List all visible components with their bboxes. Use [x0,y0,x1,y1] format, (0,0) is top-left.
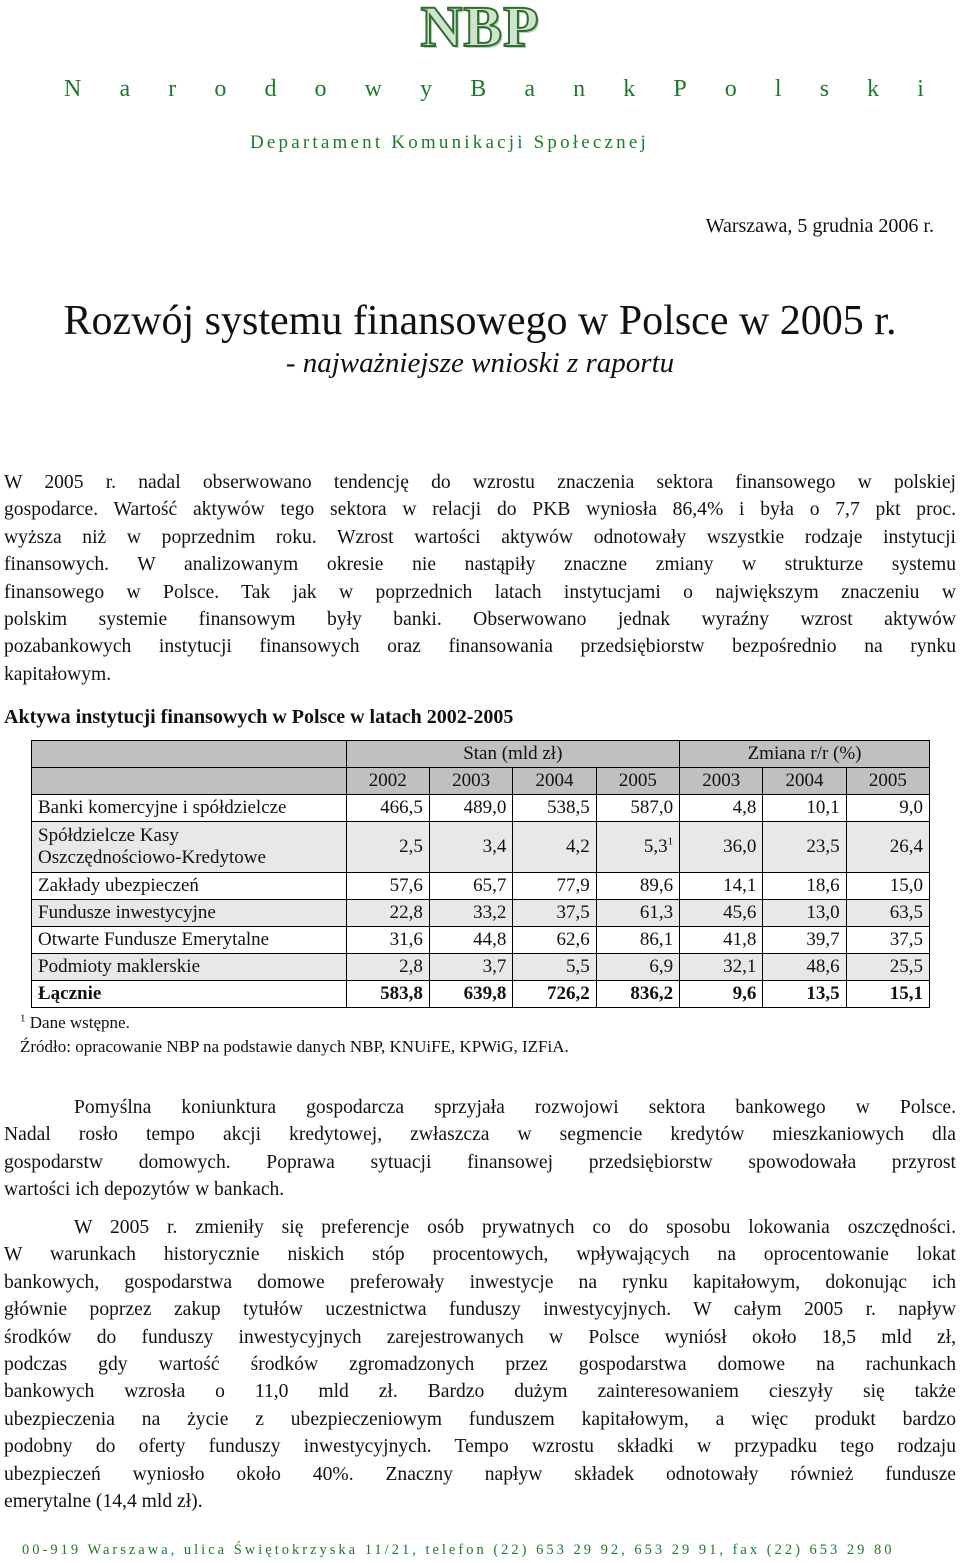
table-cell [513,795,596,822]
table-cell [596,873,679,900]
table-cell [346,900,429,927]
cell-value: 15,0 [889,875,923,896]
table-row [32,795,930,822]
table-cell [513,822,596,873]
cell-value: 6,9 [649,956,674,977]
table-row [32,822,930,873]
cell-value: 62,6 [556,929,590,950]
row-label-line: Oszczędnościowo-Kredytowe [38,847,266,868]
paragraph-line: W 2005 r. nadal obserwowano tendencję do wzrostu znaczenia sektora finansowego w polskiej [4,472,956,493]
table-cell [846,900,929,927]
cell-value: 32,1 [723,956,757,977]
bank-name-letter: y [420,76,433,102]
cell-value: 3,4 [482,836,507,857]
table-cell [846,873,929,900]
table-cell [513,954,596,981]
table-cell [763,822,846,873]
row-label: Łącznie [32,981,347,1008]
table-cell [346,927,429,954]
cell-value: 2,8 [399,956,423,977]
cell-value: 31,6 [389,929,423,950]
cell-value: 5,5 [565,956,590,977]
cell-value: 65,7 [473,875,507,896]
paragraph-line: W 2005 r. zmieniły się preferencje osób prywatnych co do sposobu lokowania oszczędności. [74,1217,956,1238]
bank-name-letter: a [119,76,131,102]
table-title: Aktywa instytucji finansowych w Polsce w latach 2002-2005 [4,706,514,728]
cell-value: 33,2 [473,902,507,923]
table-year-header-row [32,768,930,795]
table-cell [513,927,596,954]
bank-name-letter: N [64,76,82,102]
table-cell [429,954,512,981]
footnote-mark: 1 [667,835,674,848]
paragraph-line: bankowych, gospodarstwa domowe preferowały inwestycje na rynku kapitałowym, dokonując ich [4,1271,956,1293]
table-cell [763,900,846,927]
table-cell [596,822,679,873]
table-cell [846,927,929,954]
cell-value: 26,4 [889,836,923,857]
table-cell [763,927,846,954]
table-cell [680,900,763,927]
document-date: Warszawa, 5 grudnia 2006 r. [705,215,934,237]
year-header: 2004 [513,768,596,795]
cell-value: 3,7 [482,956,507,977]
bank-name-letter: l [774,76,782,102]
row-label: Podmioty maklerskie [32,954,347,981]
table-cell [429,795,512,822]
table-cell [346,981,429,1008]
row-label: Otwarte Fundusze Emerytalne [32,927,347,954]
table-cell [346,795,429,822]
cell-value: 25,5 [889,956,923,977]
logo-text: NBP [420,0,540,59]
cell-value: 489,0 [463,797,507,818]
table-cell [429,822,512,873]
cell-value: 48,6 [806,956,840,977]
cell-value: 13,0 [806,902,840,923]
document-title: Rozwój systemu finansowego w Polsce w 2005 r. [63,298,897,344]
paragraph-line: polskim systemie finansowym były banki. Obserwowano jednak wyraźny wzrost aktywów [4,609,956,631]
table-source: Źródło: opracowanie NBP na podstawie danych NBP, KNUiFE, KPWiG, IZFiA. [20,1037,569,1056]
cell-value: 63,5 [889,902,923,923]
cell-value: 36,0 [723,836,757,857]
paragraph-line: emerytalne (14,4 mld zł). [4,1491,203,1513]
paragraph-line: Nadal rosło tempo akcji kredytowej, zwłaszcza w segmencie kredytów mieszkaniowych dla [4,1124,956,1146]
cell-value: 15,1 [889,983,923,1004]
paragraph-line: podobny do oferty funduszy inwestycyjnych. Tempo wzrostu składki w przypadku tego rodzaju [4,1436,956,1458]
document-subtitle: - najważniejsze wnioski z raportu [285,347,675,379]
cell-value: 37,5 [889,929,923,950]
cell-value: 4,2 [565,836,590,857]
year-header: 2005 [846,768,929,795]
table-cell [596,900,679,927]
table-cell [846,954,929,981]
paragraph-line: wyższa niż w poprzednim roku. Wzrost wartości aktywów odnotowały wszystkie rodzaje instytucji [4,526,956,548]
table-row [32,954,930,981]
cell-value: 89,6 [639,875,674,896]
table-corner [32,741,347,768]
assets-table [31,740,930,1008]
table-row [32,981,930,1008]
footnote-text: Dane wstępne. [25,1013,130,1032]
paragraph-line: ubezpieczeń wyniosło około 40%. Znaczny napływ składek odnotowały również fundusze [4,1463,956,1485]
bank-name-letter: w [364,76,382,102]
cell-value: 18,6 [806,875,840,896]
group-header-zmiana: Zmiana r/r (%) [680,741,930,768]
cell-value: 583,8 [380,983,423,1004]
table-cell [763,981,846,1008]
table-cell [346,822,429,873]
bank-name-letter: r [168,76,177,102]
cell-value: 61,3 [639,902,674,923]
table-cell [513,900,596,927]
table-cell [846,795,929,822]
table-cell [763,795,846,822]
cell-value: 14,1 [723,875,757,896]
table-cell [596,927,679,954]
paragraph-line: ubezpieczenia na życie z ubezpieczeniowym funduszem kapitałowym, a więc produkt bardzo [4,1408,956,1430]
bank-name-letter: P [673,76,687,102]
table-cell [596,981,679,1008]
bank-name-letter: k [623,76,636,102]
nbp-logo [0,0,960,59]
bank-name-letter: i [917,76,924,102]
table-cell [680,981,763,1008]
bank-name-letter: o [214,76,227,102]
paragraph-line: pozabankowych instytucji finansowych oraz finansowania przedsiębiorstw bezpośrednio na rynku [4,636,956,658]
cell-value: 13,5 [806,983,840,1004]
paragraph-line: podczas gdy wartość środków zgromadzonych przez gospodarstwa domowe na rachunkach [4,1354,956,1376]
row-label-line: Spółdzielcze Kasy [38,825,179,846]
table-cell [429,981,512,1008]
footnote-mark: 1 [20,1012,26,1025]
cell-value: 39,7 [806,929,840,950]
bank-name [64,72,924,106]
year-header: 2005 [596,768,679,795]
paragraph-line: Pomyślna koniunktura gospodarcza sprzyjała rozwojowi sektora bankowego w Polsce. [74,1097,956,1118]
cell-value: 45,6 [723,902,757,923]
paragraph-line: głównie poprzez zakup tytułów uczestnictwa funduszy inwestycyjnych. W całym 2005 r. napływ [4,1299,956,1321]
paragraph-line: bankowych wzrosła o 11,0 mld zł. Bardzo dużym zainteresowaniem cieszyły się także [4,1381,956,1403]
paragraph-line: wartości ich depozytów w bankach. [4,1179,285,1201]
table-footnote [20,1012,130,1034]
year-header: 2003 [429,768,512,795]
bank-name-letter: B [470,76,487,102]
paragraph-banking [4,1094,956,1204]
bank-name-letter: s [819,76,830,102]
cell-value: 41,8 [723,929,757,950]
table-cell [513,873,596,900]
paragraph-line: środków do funduszy inwestycyjnych zarejestrowanych w Polsce wyniósł około 18,5 mld zł, [4,1326,956,1348]
table-cell [429,927,512,954]
cell-value: 5,3 [643,836,668,857]
row-label: Banki komercyjne i spółdzielcze [32,795,347,822]
table-corner [32,768,347,795]
cell-value: 86,1 [639,929,674,950]
table-row [32,873,930,900]
bank-name-letter: d [264,76,277,102]
table-cell [596,795,679,822]
footer-address: 00-919 Warszawa, ulica Świętokrzyska 11/21, telefon (22) 653 29 92, 653 29 91, fax (22) 653 29 80 [22,1542,895,1558]
table-cell [763,873,846,900]
table-cell [680,822,763,873]
table-cell [596,954,679,981]
cell-value: 639,8 [463,983,507,1004]
table-cell [680,873,763,900]
year-header: 2003 [680,768,763,795]
table-cell [513,981,596,1008]
group-header-stan: Stan (mld zł) [346,741,680,768]
paragraph-line: gospodarstw domowych. Poprawa sytuacji finansowej przedsiębiorstw spowodowała przyrost [4,1151,956,1173]
bank-name-letter: o [314,76,327,102]
paragraph-line: W warunkach historycznie niskich stóp procentowych, wpływających na oprocentowanie lokat [4,1244,956,1266]
department-name: Departament Komunikacji Społecznej [250,132,649,153]
year-header: 2002 [346,768,429,795]
cell-value: 836,2 [630,983,674,1004]
cell-value: 587,0 [630,797,674,818]
row-label: Zakłady ubezpieczeń [32,873,347,900]
cell-value: 2,5 [399,836,423,857]
table-cell [429,873,512,900]
bank-name-letter: n [573,76,586,102]
table-body [32,795,930,1008]
cell-value: 538,5 [546,797,590,818]
paragraph-line: finansowych. W analizowanym okresie nie nastąpiły znaczne zmiany w strukturze systemu [4,554,956,576]
cell-value: 9,0 [899,797,923,818]
paragraph-intro [4,469,956,688]
cell-value: 9,6 [732,983,757,1004]
table-row [32,927,930,954]
cell-value: 22,8 [389,902,423,923]
cell-value: 466,5 [380,797,423,818]
bank-name-letter: a [524,76,535,102]
year-header: 2004 [763,768,846,795]
cell-value: 77,9 [556,875,590,896]
table-cell [429,900,512,927]
cell-value: 23,5 [806,836,840,857]
table-cell [346,954,429,981]
row-label: Fundusze inwestycyjne [32,900,347,927]
cell-value: 726,2 [546,983,590,1004]
bank-name-letter: k [867,76,880,102]
table-cell [680,795,763,822]
table-cell [346,873,429,900]
table-cell [846,981,929,1008]
row-label [32,822,347,873]
table-cell [680,927,763,954]
cell-value: 4,8 [732,797,757,818]
cell-value: 57,6 [389,875,423,896]
table-cell [680,954,763,981]
paragraph-line: kapitałowym. [4,663,112,685]
table-cell [846,822,929,873]
paragraph-line: gospodarce. Wartość aktywów tego sektora w relacji do PKB wyniosła 86,4% i była o 7,7 pkt proc. [4,499,956,521]
bank-name-letter: o [724,76,737,102]
cell-value: 37,5 [556,902,590,923]
table-cell [763,954,846,981]
cell-value: 44,8 [473,929,507,950]
paragraph-line: finansowego w Polsce. Tak jak w poprzednich latach instytucjami o największym znaczeniu w [4,581,956,603]
paragraph-savings [4,1214,956,1515]
cell-value: 10,1 [806,797,840,818]
table-row [32,900,930,927]
table-group-header-row [32,741,930,768]
